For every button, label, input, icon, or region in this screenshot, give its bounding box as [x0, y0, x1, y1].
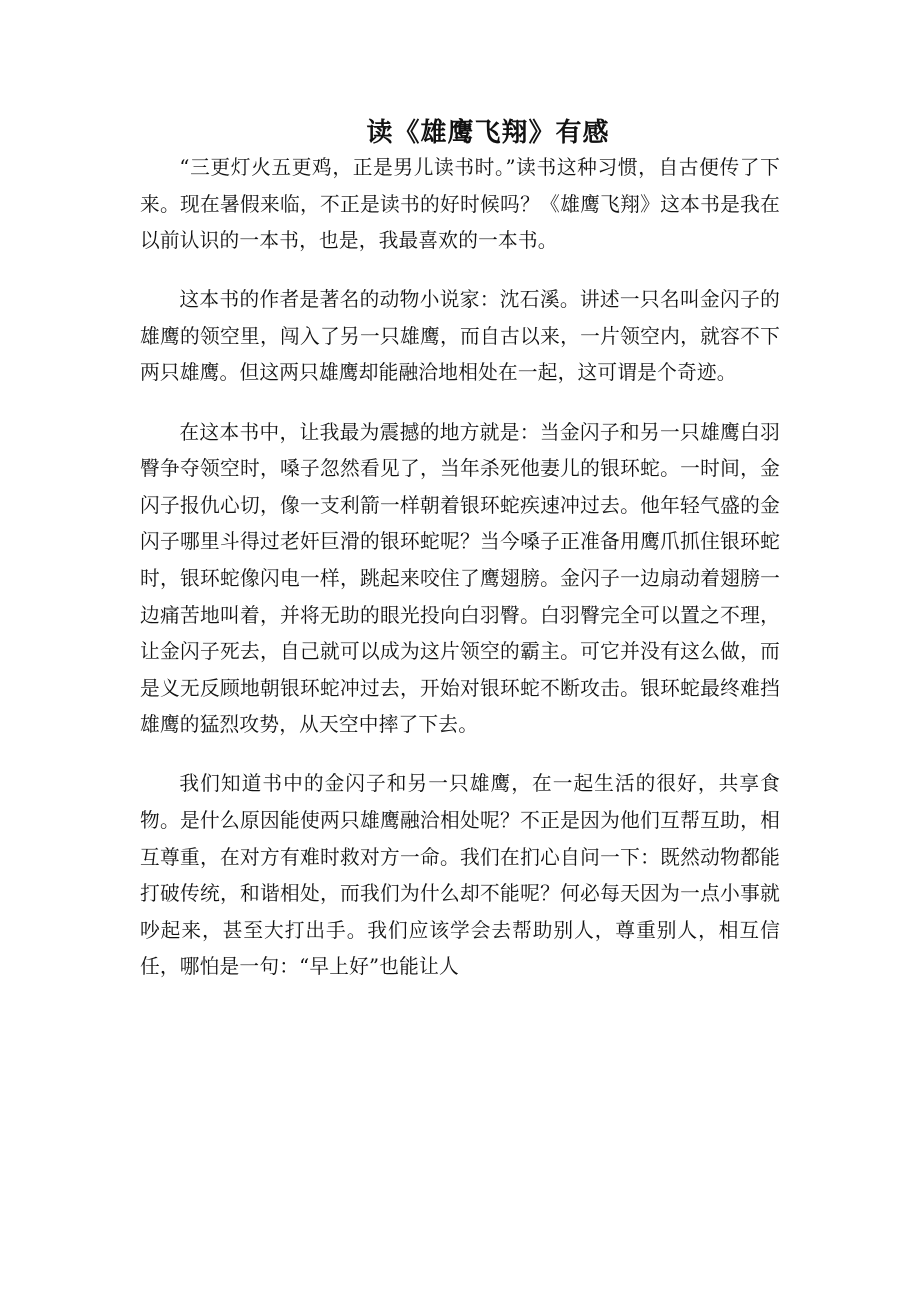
- document-body: [140, 150, 780, 1008]
- paragraph-3: 在这本书中，让我最为震撼的地方就是：当金闪子和另一只雄鹰白羽臀争夺领空时，嗓子忽然看见了，当年杀死他妻儿的银环蛇。一时间，金闪子报仇心切，像一支利箭一样朝着银环蛇疾速冲过去。他年轻气盛的金闪子哪里斗得过老奸巨滑的银环蛇呢？当今嗓子正准备用鹰爪抓住银环蛇时，银环蛇像闪电一样，跳起来咬住了鹰翅膀。金闪子一边扇动着翅膀一边痛苦地叫着，并将无助的眼光投向白羽臀。白羽臀完全可以置之不理，让金闪子死去，自己就可以成为这片领空的霸主。可它并没有这么做，而是义无反顾地朝银环蛇冲过去，开始对银环蛇不断攻击。银环蛇最终难挡雄鹰的猛烈攻势，从天空中摔了下去。: [140, 420, 780, 737]
- paragraph-1: “三更灯火五更鸡，正是男儿读书时。”读书这种习惯，自古便传了下来。现在暑假来临，不正是读书的好时候吗？《雄鹰飞翔》这本书是我在以前认识的一本书，也是，我最喜欢的一本书。: [140, 156, 780, 253]
- paragraph-4: 我们知道书中的金闪子和另一只雄鹰，在一起生活的很好，共享食物。是什么原因能使两只雄鹰融洽相处呢？不正是因为他们互帮互助，相互尊重，在对方有难时救对方一命。我们在扪心自问一下：既然动物都能打破传统，和谐相处，而我们为什么却不能呢？何必每天因为一点小事就吵起来，甚至大打出手。我们应该学会去帮助别人，尊重别人，相互信任，哪怕是一句：“早上好”也能让人: [140, 772, 780, 979]
- document-title: 读《雄鹰飞翔》有感: [366, 118, 610, 148]
- paragraph-2: 这本书的作者是著名的动物小说家：沈石溪。讲述一只名叫金闪子的雄鹰的领空里，闯入了另一只雄鹰，而自古以来，一片领空内，就容不下两只雄鹰。但这两只雄鹰却能融洽地相处在一起，这可谓是个奇迹。: [140, 288, 780, 385]
